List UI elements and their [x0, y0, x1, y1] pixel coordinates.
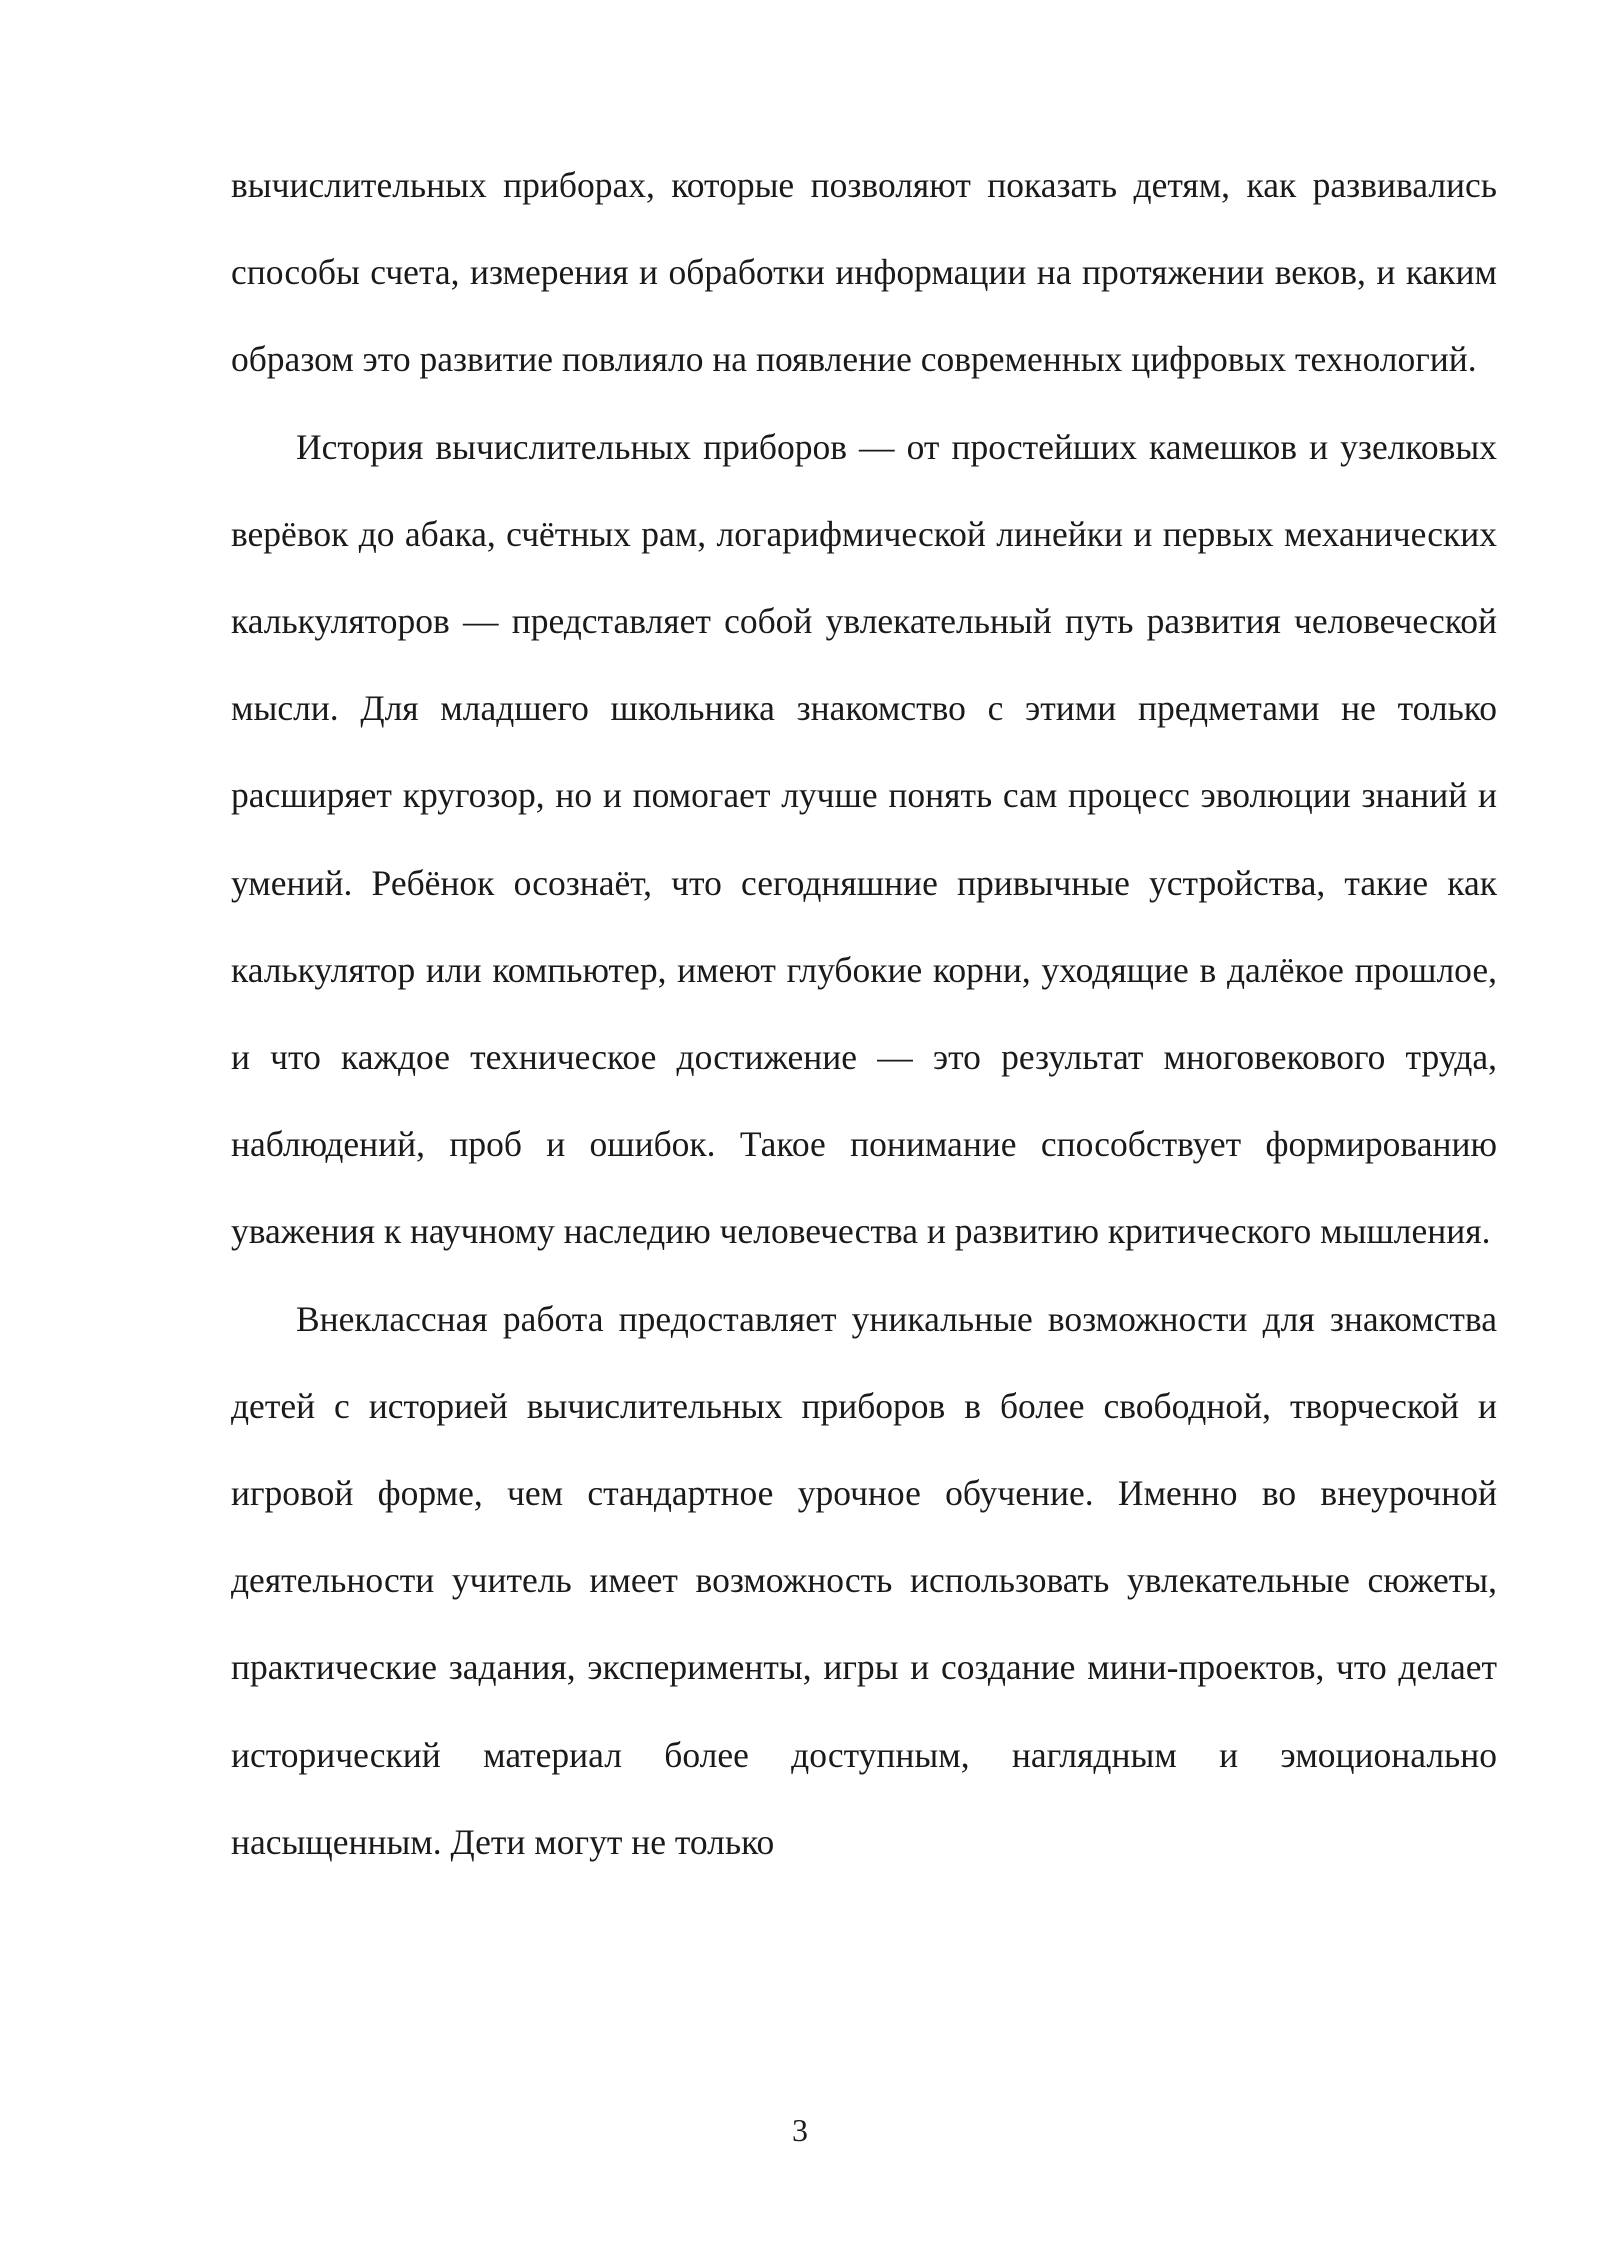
paragraph-continuation: вычислительных приборах, которые позволяют показать детям, как развивались способы счета, измерения и обработки информации на протяжении веков, и каким образом это развитие повлияло на появление современных цифровых технологий.	[231, 165, 1497, 380]
page-number: 3	[792, 2112, 808, 2148]
page-body	[231, 142, 1497, 1886]
paragraph-extracurricular-work: Внеклассная работа предоставляет уникальные возможности для знакомства детей с историей вычислительных приборов в более свободной, творческой и игровой форме, чем стандартное урочное обучение. Именно во внеурочной деятельности учитель имеет возможность использовать увлекательные сюжеты, практические задания, эксперименты, игры и создание мини-проектов, что делает исторический материал более доступным, наглядным и эмоционально насыщенным. Дети могут не только	[231, 1298, 1497, 1862]
paragraph-history-of-devices: История вычислительных приборов — от простейших камешков и узелковых верёвок до абака, счётных рам, логарифмической линейки и первых механических калькуляторов — представляет собой увлекательный путь развития человеческой мысли. Для младшего школьника знакомство с этими предметами не только расширяет кругозор, но и помогает лучше понять сам процесс эволюции знаний и умений. Ребёнок осознаёт, что сегодняшние привычные устройства, такие как калькулятор или компьютер, имеют глубокие корни, уходящие в далёкое прошлое, и что каждое техническое достижение — это результат многовекового труда, наблюдений, проб и ошибок. Такое понимание способствует формированию уважения к научному наследию человечества и развитию критического мышления.	[231, 426, 1497, 1252]
